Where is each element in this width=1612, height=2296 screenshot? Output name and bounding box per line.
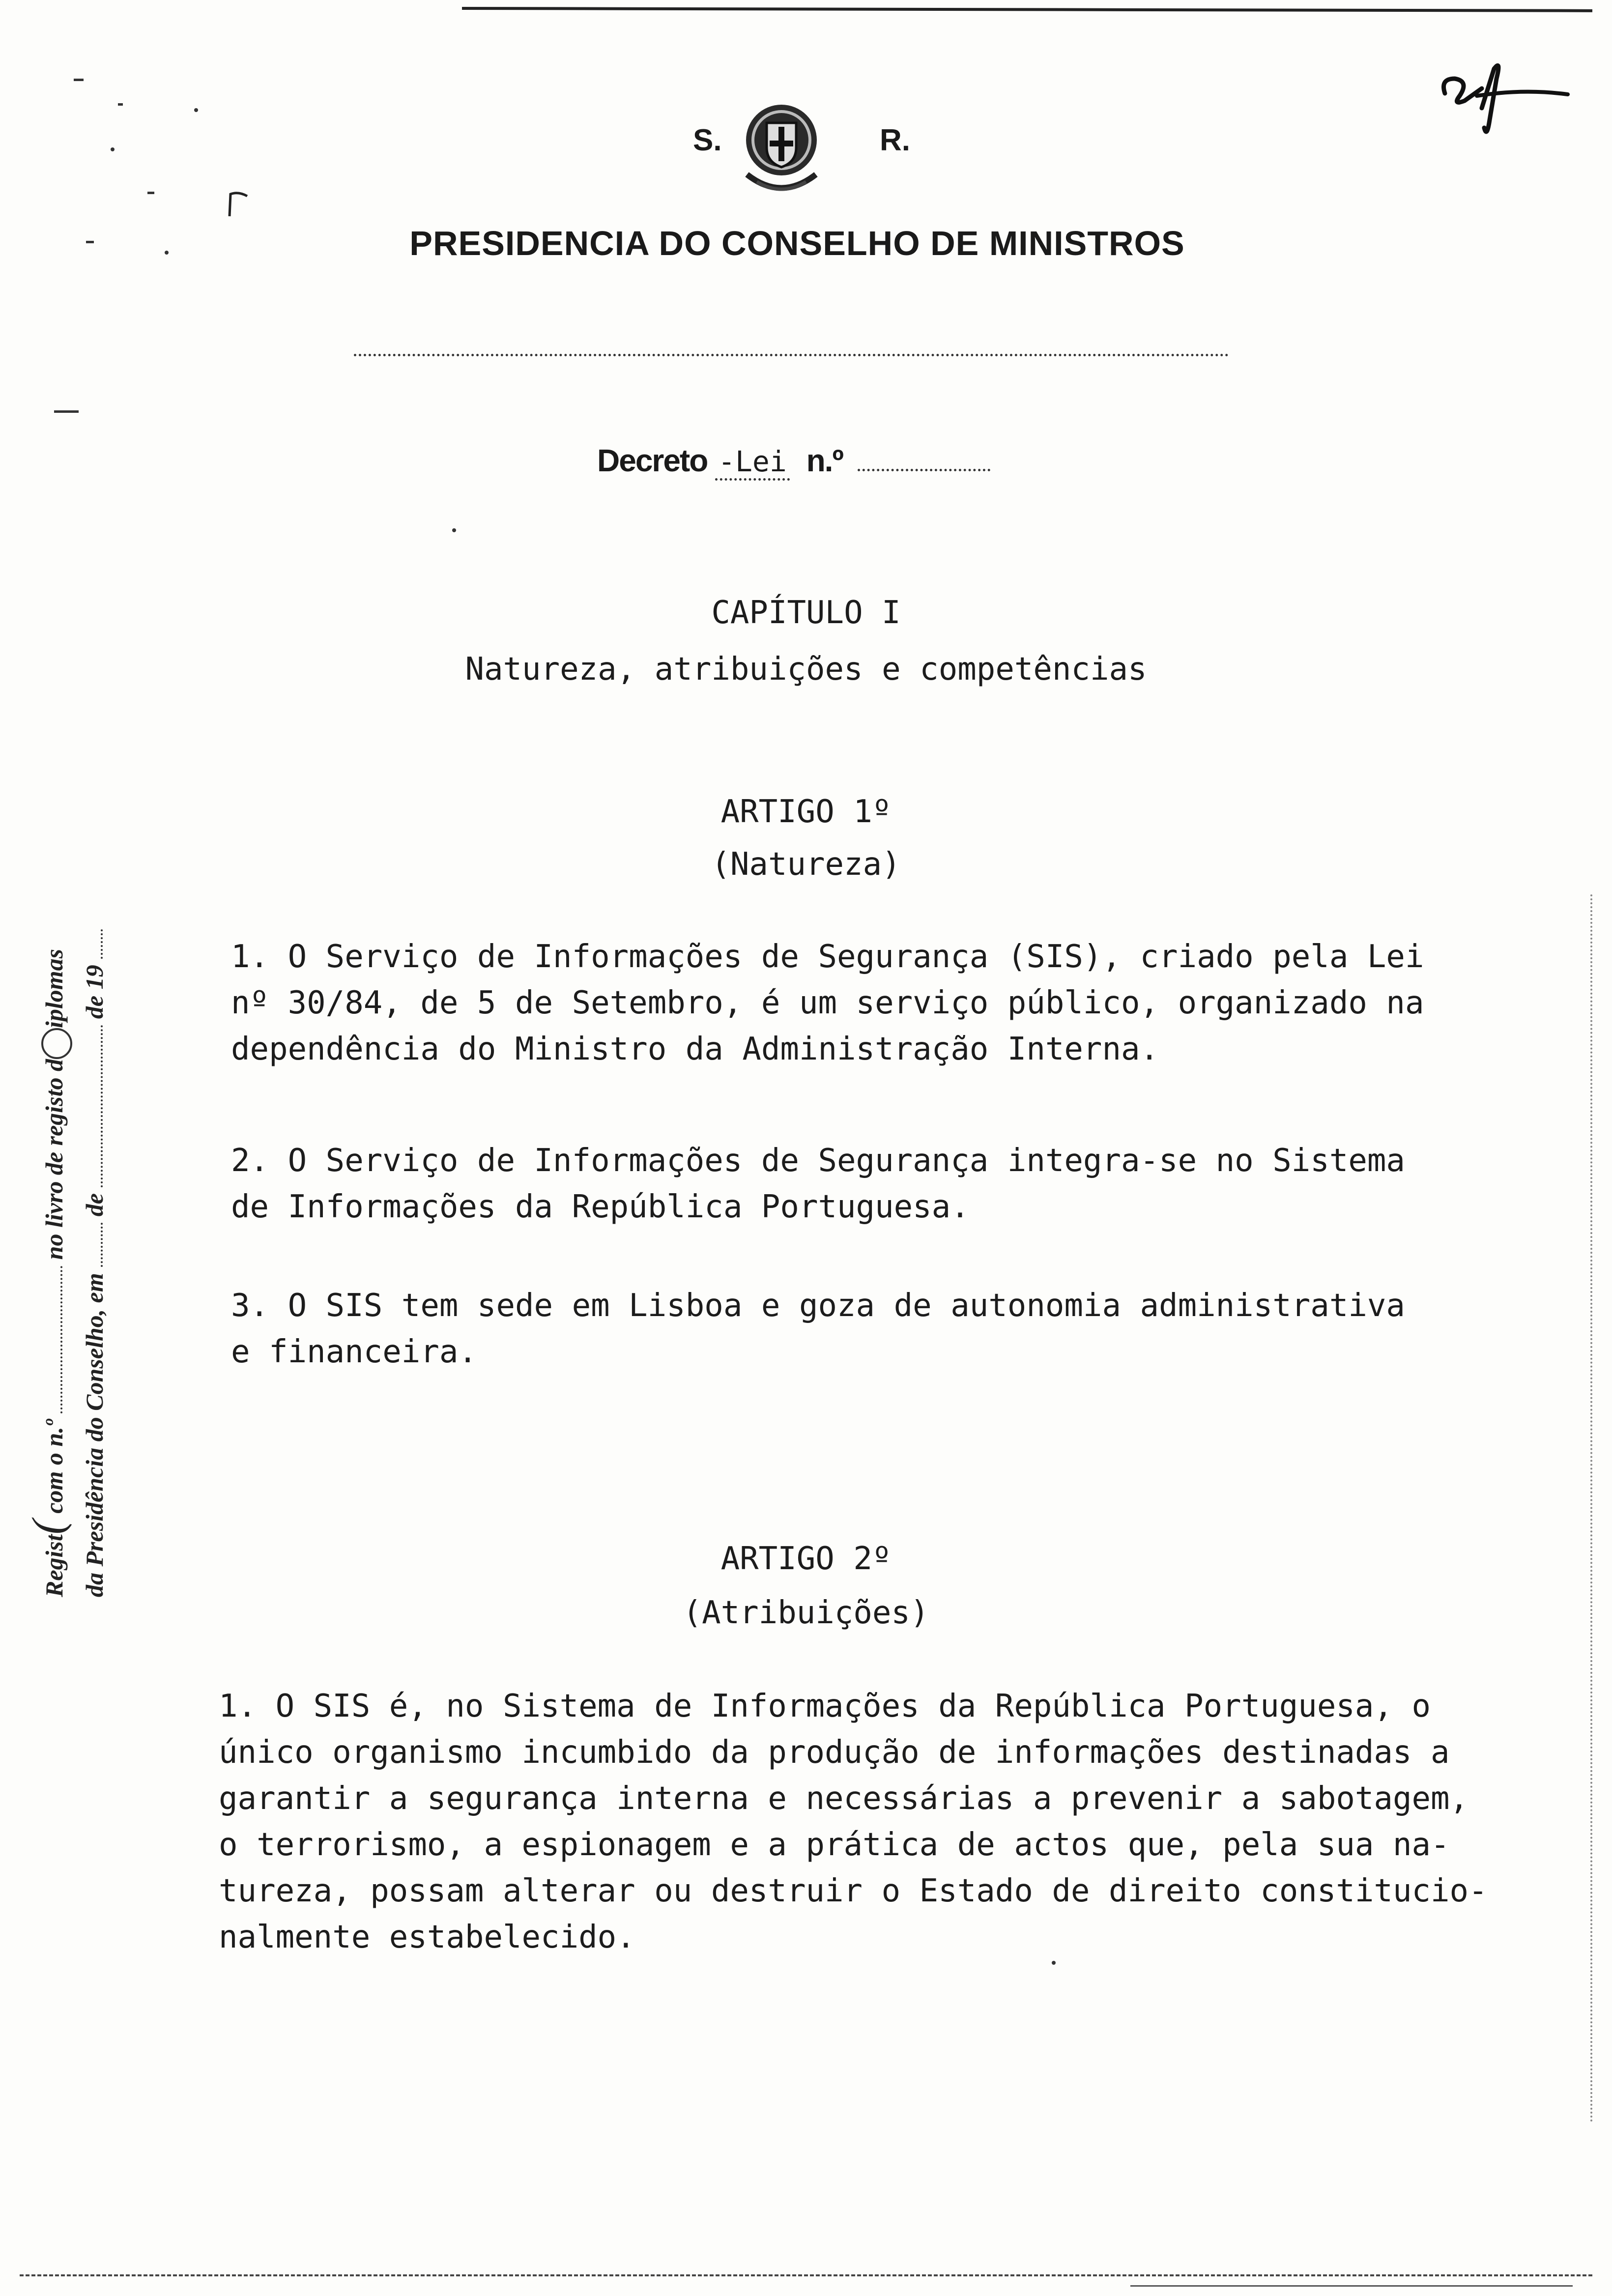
- paragraph-line: e financeira.: [231, 1334, 477, 1370]
- scan-left-mark: [118, 103, 123, 106]
- paragraph-line: único organismo incumbido da produção de informações destinadas a: [219, 1734, 1450, 1771]
- stamp-blank: [95, 1223, 103, 1267]
- stamp-text: de 19: [81, 965, 108, 1019]
- stamp-bracket: (: [24, 1520, 72, 1535]
- stamp-text: da Presidência do Conselho, em: [81, 1273, 108, 1597]
- paragraph-line: 1. O Serviço de Informações de Segurança (SIS), criado pela Lei: [231, 939, 1424, 975]
- ministry-title: PRESIDENCIA DO CONSELHO DE MINISTROS: [409, 224, 1185, 262]
- stamp-blank: [95, 1025, 103, 1187]
- stamp-blot: [41, 1028, 72, 1059]
- scan-bottom-edge: [20, 2274, 1592, 2276]
- article-1-subtitle: (Natureza): [711, 846, 901, 883]
- paragraph-line: 3. O SIS tem sede em Lisboa e goza de autonomia administrativa: [231, 1288, 1405, 1324]
- stamp-text: iplomas: [40, 948, 68, 1028]
- header-letter-r: R.: [880, 123, 910, 157]
- stamp-blank: [95, 929, 103, 959]
- article-1-paragraph-1: [231, 934, 1528, 1072]
- stamp-line-2: [71, 708, 118, 1597]
- stamp-text: com o n.º: [40, 1419, 68, 1514]
- scan-speck: [1052, 1961, 1056, 1965]
- paragraph-line: 1. O SIS é, no Sistema de Informações da República Portuguesa, o: [219, 1688, 1431, 1724]
- scan-right-edge-speckle: [1590, 894, 1592, 2123]
- registry-margin-stamp: [25, 708, 133, 1597]
- article-2-subtitle: (Atribuições): [683, 1595, 929, 1631]
- header-letter-s: S.: [693, 123, 722, 157]
- paragraph-line: tureza, possam alterar ou destruir o Estado de direito constitucio-: [219, 1873, 1488, 1909]
- stamp-text: no livro de registo d: [40, 1059, 68, 1260]
- decree-type-fill: -Lei: [715, 445, 790, 481]
- scan-bottom-edge-secondary: [1130, 2285, 1573, 2287]
- article-1-paragraph-3: [231, 1283, 1528, 1375]
- paragraph-line: nalmente estabelecido.: [219, 1919, 635, 1955]
- scan-speck: [111, 147, 115, 151]
- chapter-subtitle: Natureza, atribuições e competências: [465, 651, 1147, 688]
- scan-speck: [194, 108, 198, 112]
- stamp-text: Regist: [40, 1534, 68, 1597]
- handwritten-initials-signature: [1435, 59, 1583, 143]
- article-2-title: ARTIGO 2º: [720, 1541, 892, 1577]
- pen-mark-icon: [224, 189, 253, 219]
- decree-number-blank: [858, 464, 990, 471]
- paragraph-line: garantir a segurança interna e necessárias a prevenir a sabotagem,: [219, 1780, 1469, 1817]
- header-dotted-rule: [354, 354, 1229, 356]
- scan-left-mark: [147, 192, 154, 194]
- paragraph-line: dependência do Ministro da Administração Interna.: [231, 1031, 1159, 1067]
- paragraph-line: nº 30/84, de 5 de Setembro, é um serviço público, organizado na: [231, 985, 1424, 1021]
- portuguese-coat-of-arms-icon: [737, 93, 826, 201]
- decree-label: Decreto: [597, 443, 708, 478]
- stamp-line-1: [25, 708, 71, 1597]
- decree-number-label: n.º: [806, 443, 843, 478]
- paragraph-line: de Informações da República Portuguesa.: [231, 1189, 970, 1225]
- scan-left-mark: [54, 410, 79, 413]
- scan-speck: [452, 528, 456, 532]
- paragraph-line: 2. O Serviço de Informações de Segurança integra-se no Sistema: [231, 1143, 1405, 1179]
- scan-top-edge: [462, 7, 1592, 12]
- scan-left-mark: [74, 79, 84, 81]
- stamp-text: de: [81, 1193, 108, 1217]
- decree-heading: [597, 442, 990, 479]
- article-2-paragraph-1: [219, 1683, 1516, 1960]
- chapter-title: CAPÍTULO I: [711, 595, 901, 631]
- paragraph-line: o terrorismo, a espionagem e a prática de actos que, pela sua na-: [219, 1827, 1450, 1863]
- article-1-paragraph-2: [231, 1138, 1528, 1230]
- stamp-blank: [55, 1266, 62, 1413]
- article-1-title: ARTIGO 1º: [720, 794, 892, 830]
